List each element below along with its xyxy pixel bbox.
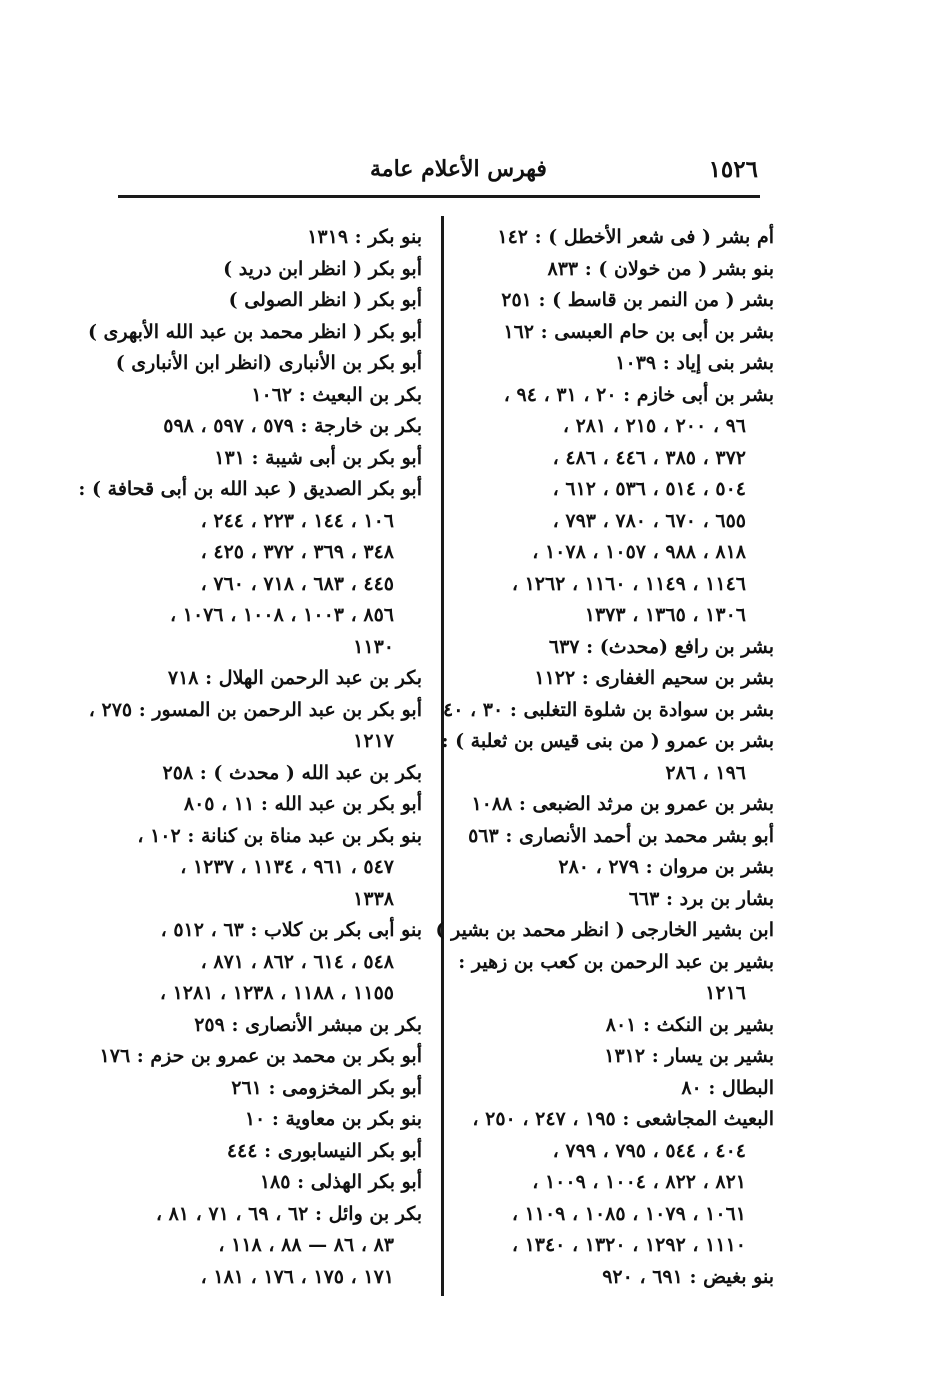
index-entry: بشير بن النكث : ٨٠١: [605, 1013, 774, 1036]
index-entry-continuation: ٤٠٤ ، ٥٤٤ ، ٧٩٥ ، ٧٩٩ ،: [552, 1139, 746, 1162]
index-entry: بنو أبى بكر بن كلاب : ٦٣ ، ٥١٢ ،: [160, 919, 422, 941]
index-entry: أبو بكر بن عبد الله : ١١ ، ٨٠٥: [183, 793, 422, 815]
index-entry: بكر بن وائل : ٦٢ ، ٦٩ ، ٧١ ، ٨١ ،: [155, 1202, 422, 1225]
index-entry-continuation: ٨٢١ ، ٨٢٢ ، ١٠٠٤ ، ١٠٠٩ ،: [532, 1171, 746, 1193]
index-entry-continuation: ١١٥٥ ، ١١٨٨ ، ١٢٣٨ ، ١٢٨١ ،: [159, 982, 394, 1004]
index-entry-continuation: ١٢١٧: [353, 730, 394, 752]
index-entry: أبو بكر بن أبى شيبة : ١٣١: [214, 446, 422, 469]
index-entry-continuation: ١٩٦ ، ٢٨٦: [665, 761, 746, 784]
index-entry: بشر بن أبى خازم : ٢٠ ، ٣١ ، ٩٤ ،: [503, 383, 774, 406]
index-entry: أبو بكر المخزومى : ٢٦١: [231, 1076, 422, 1099]
index-entry: بشر بن سحيم الغفارى : ١١٢٢: [534, 667, 774, 689]
index-entry-continuation: ١٠٦ ، ١٤٤ ، ٢٢٣ ، ٢٤٤ ،: [200, 509, 394, 532]
index-entry: بشار بن برد : ٦٦٣: [628, 887, 774, 910]
index-entry: بكر بن عبد الله ( محدث ) : ٢٥٨: [162, 761, 422, 784]
index-entry: بشر بن رافع (محدث) : ٦٣٧: [548, 635, 774, 658]
index-entry-continuation: ١٠٦١ ، ١٠٧٩ ، ١٠٨٥ ، ١١٠٩ ،: [511, 1202, 746, 1225]
index-entry: بكر بن مبشر الأنصارى : ٢٥٩: [194, 1013, 422, 1036]
index-entry: البطال : ٨٠: [681, 1076, 774, 1099]
index-entry: بنو بكر : ١٣١٩: [307, 226, 422, 248]
index-entry: بشير بن عبد الرحمن بن كعب بن زهير :: [458, 950, 774, 973]
index-entry-continuation: ٥٠٤ ، ٥١٤ ، ٥٣٦ ، ٦١٢ ،: [552, 478, 746, 500]
index-entry: أبو بكر النيسابورى : ٤٤٤: [226, 1139, 422, 1162]
page-header: [118, 150, 758, 194]
index-entry: أبو بكر ( انظر محمد بن عبد الله الأبهرى ): [87, 320, 422, 343]
index-entry-continuation: ١١٤٦ ، ١١٤٩ ، ١١٦٠ ، ١٢٦٢ ،: [511, 572, 746, 595]
index-entry-continuation: ١١٣٠: [353, 635, 394, 658]
index-entry-continuation: ٣٤٨ ، ٣٦٩ ، ٣٧٢ ، ٤٢٥ ،: [200, 541, 394, 563]
index-entry: بشر ( من النمر بن قاسط ) : ٢٥١: [501, 289, 774, 311]
index-entry: بشر بن عمرو بن مرثد الضبعى : ١٠٨٨: [471, 793, 774, 815]
running-title: فهرس الأعلام عامة: [370, 156, 547, 182]
index-entry: بشر بن مروان : ٢٧٩ ، ٢٨٠: [558, 856, 774, 878]
index-entry: أبو بكر الهذلى : ١٨٥: [259, 1171, 422, 1193]
index-entry: بكر بن البعيث : ١٠٦٢: [251, 383, 422, 406]
index-entry-continuation: ٩٦ ، ٢٠٠ ، ٢١٥ ، ٢٨١ ،: [562, 415, 746, 437]
index-entry: بنو بكر بن معاوية : ١٠: [244, 1108, 422, 1130]
index-entry: ابن بشير الخارجى ( انظر محمد بن بشير ): [435, 919, 774, 941]
index-entry: أبو بكر بن عبد الرحمن بن المسور : ٢٧٥ ،: [88, 698, 422, 721]
index-entry-continuation: ١٣٣٨: [353, 887, 394, 910]
index-entry-continuation: ٥٤٧ ، ٩٦١ ، ١١٣٤ ، ١٢٣٧ ،: [180, 856, 394, 878]
index-entry: بشر بن سوادة بن شلوة التغلبى : ٣٠ ، ٤٠: [443, 698, 774, 721]
index-entry: بشير بن يسار : ١٣١٢: [604, 1045, 774, 1067]
index-entry: أبو بكر ( انظر الصولى ): [228, 289, 422, 311]
left-column: [78, 222, 422, 1293]
index-entry-continuation: ١٣٠٦ ، ١٣٦٥ ، ١٣٧٣: [584, 604, 746, 626]
index-entry: أبو بكر الصديق ( عبد الله بن أبى قحافة ) :: [78, 478, 422, 500]
index-entry: أبو بكر بن الأنبارى (انظر ابن الأنبارى ): [115, 352, 422, 374]
index-entry: بشر بن عمرو ( من بنى قيس بن ثعلبة ) :: [441, 730, 774, 752]
index-entry-continuation: ٨١٨ ، ٩٨٨ ، ١٠٥٧ ، ١٠٧٨ ،: [532, 541, 746, 563]
index-entry-continuation: ١٧١ ، ١٧٥ ، ١٧٦ ، ١٨١ ،: [200, 1265, 394, 1288]
index-entry: بنو بكر بن عبد مناة بن كنانة : ١٠٢ ،: [137, 824, 422, 847]
index-entry: بكر بن عبد الرحمن الهلال : ٧١٨: [167, 667, 422, 689]
index-entry-continuation: ٦٥٥ ، ٦٧٠ ، ٧٨٠ ، ٧٩٣ ،: [552, 509, 746, 532]
index-entry-continuation: ٨٣ ، ٨٦ — ٨٨ ، ١١٨ ،: [218, 1234, 394, 1256]
index-entry: بنو بغيض : ٦٩١ ، ٩٢٠: [602, 1265, 774, 1288]
index-entry: بشر بنى إياد : ١٠٣٩: [615, 352, 774, 374]
index-entry: بنو بشر ( من خولان ) : ٨٣٣: [547, 257, 774, 280]
index-entry-continuation: ١٢١٦: [705, 982, 746, 1004]
index-entry: البعيث المجاشعى : ١٩٥ ، ٢٤٧ ، ٢٥٠ ،: [472, 1108, 774, 1130]
index-entry-continuation: ٤٤٥ ، ٦٨٣ ، ٧١٨ ، ٧٦٠ ،: [200, 572, 394, 595]
index-entry-continuation: ٣٧٢ ، ٣٨٥ ، ٤٤٦ ، ٤٨٦ ،: [552, 446, 746, 469]
index-entry-continuation: ٨٥٦ ، ١٠٠٣ ، ١٠٠٨ ، ١٠٧٦ ،: [170, 604, 394, 626]
index-entry: أم بشر ( فى شعر الأخطل ) : ١٤٢: [497, 226, 774, 248]
index-entry: أبو بكر بن محمد بن عمرو بن حزم : ١٧٦: [99, 1045, 422, 1067]
right-column: [435, 222, 774, 1293]
header-rule: [118, 195, 760, 198]
index-entry: أبو بشر محمد بن أحمد الأنصارى : ٥٦٣: [468, 824, 774, 847]
index-entry-continuation: ٥٤٨ ، ٦١٤ ، ٨٦٢ ، ٨٧١ ،: [200, 950, 394, 973]
index-entry-continuation: ١١١٠ ، ١٢٩٢ ، ١٣٢٠ ، ١٣٤٠ ،: [511, 1234, 746, 1256]
index-entry: أبو بكر ( انظر ابن دريد ): [223, 257, 422, 280]
index-entry: بكر بن خارجة : ٥٧٩ ، ٥٩٧ ، ٥٩٨: [163, 415, 422, 437]
page-number: ١٥٢٦: [708, 156, 758, 183]
index-entry: بشر بن أبى بن حام العبسى : ١٦٢: [503, 320, 774, 343]
